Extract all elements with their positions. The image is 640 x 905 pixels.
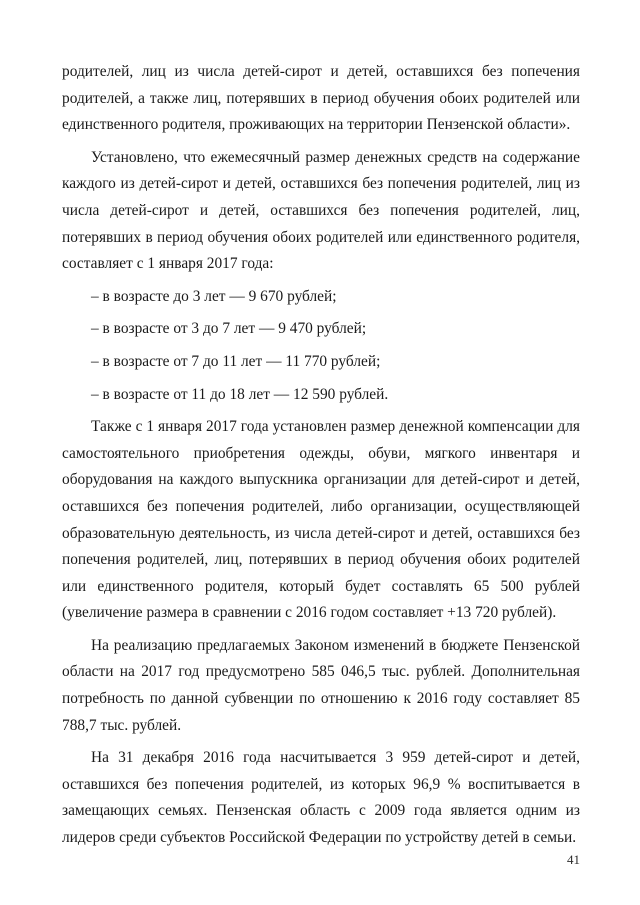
list-item-age-0-3: – в возрасте до 3 лет — 9 670 рублей; bbox=[91, 287, 337, 305]
paragraph-allowance-intro: Установлено, что ежемесячный размер денежных средств на содержание каждого из детей-сирот и детей, оставшихся без попечения родителей, лиц из числа детей-сирот и детей, оставшихся без попечения родителей, лиц, потерявших в период обучения обоих родителей или единственного родителя, составляет с 1 января 2017 года: bbox=[62, 148, 580, 273]
paragraph-budget: На реализацию предлагаемых Законом изменений в бюджете Пензенской области на 2017 год предусмотрено 585 046,5 тыс. рублей. Дополнительная потребность по данной субвенции по отношению к 2016 году составляет 85 788,7 тыс. рублей. bbox=[62, 636, 580, 734]
paragraph-continuation: родителей, лиц из числа детей-сирот и детей, оставшихся без попечения родителей, а также лиц, потерявших в период обучения обоих родителей или единственного родителя, проживающих на территории Пензенской области». bbox=[62, 63, 580, 134]
paragraph-compensation: Также с 1 января 2017 года установлен размер денежной компенсации для самостоятельного приобретения одежды, обуви, мягкого инвентаря и оборудования на каждого выпускника организации для детей-сирот и детей, оставшихся без попечения родителей, либо организации, осуществляющей образовательную деятельность, из числа детей-сирот и детей, оставшихся без попечения родителей, лиц, потерявших в период обучения обоих родителей или единственного родителя, который будет составлять 65 500 рублей (увеличение размера в сравнении с 2016 годом составляет +13 720 рублей). bbox=[62, 418, 580, 622]
list-item-age-3-7: – в возрасте от 3 до 7 лет — 9 470 рублей; bbox=[91, 320, 367, 338]
list-item-age-7-11: – в возрасте от 7 до 11 лет — 11 770 рублей; bbox=[91, 352, 381, 370]
list-item-age-11-18: – в возрасте от 11 до 18 лет — 12 590 рублей. bbox=[91, 385, 389, 403]
paragraph-statistics: На 31 декабря 2016 года насчитывается 3 959 детей-сирот и детей, оставшихся без попечения родителей, из которых 96,9 % воспитывается в замещающих семьях. Пензенская область с 2009 года является одним из лидеров среди субъектов Российской Федерации по устройству детей в семьи. bbox=[62, 749, 580, 847]
page-number: 41 bbox=[567, 852, 580, 867]
document-body bbox=[62, 59, 580, 852]
